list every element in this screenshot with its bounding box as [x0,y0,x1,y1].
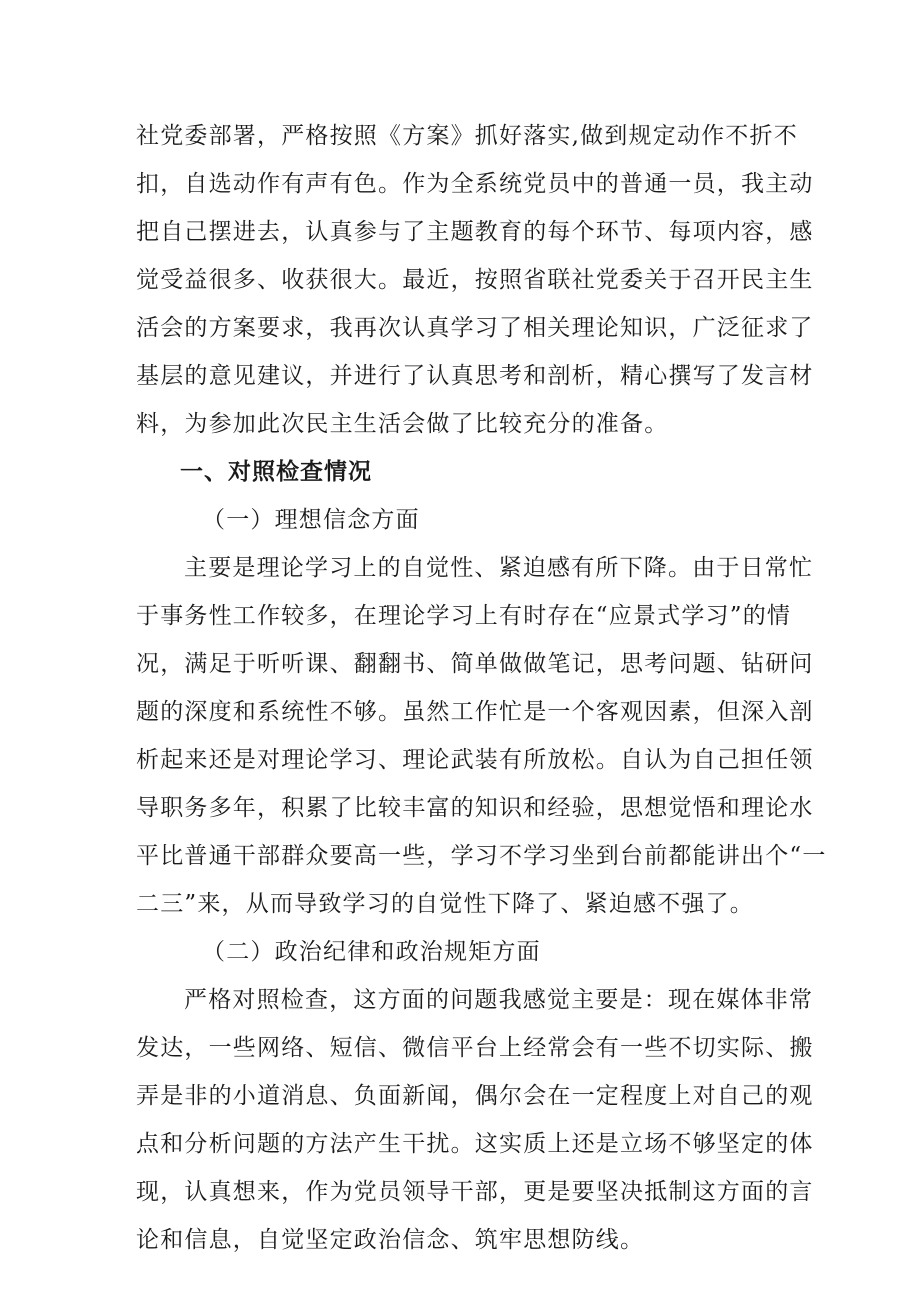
text-line: 况，满足于听听课、翻翻书、简单做做笔记，思考问题、钻研问 [136,651,814,677]
ideals-paragraph [136,544,827,928]
text-line: 主要是理论学习上的自觉性、紧迫感有所下降。由于日常忙 [184,555,814,581]
text-line: 料，为参加此次民主生活会做了比较充分的准备。 [136,411,669,437]
text-line: 点和分析问题的方法产生干扰。这实质上还是立场不够坚定的体 [136,1131,814,1157]
text-line: 现，认真想来，作为党员领导干部，更是要坚决抵制这方面的言 [136,1179,814,1205]
subsection-title-discipline: （二）政治纪律和政治规矩方面 [202,939,541,965]
text-line: 二三”来，从而导致学习的自觉性下降了、紧迫感不强了。 [136,891,754,917]
text-line: 觉受益很多、收获很大。最近，按照省联社党委关于召开民主生 [136,267,814,293]
text-line: 发达，一些网络、短信、微信平台上经常会有一些不切实际、搬 [136,1035,814,1061]
text-line: 基层的意见建议，并进行了认真思考和剖析，精心撰写了发言材 [136,363,814,389]
text-line: 导职务多年，积累了比较丰富的知识和经验，思想觉悟和理论水 [136,795,814,821]
text-line: 析起来还是对理论学习、理论武装有所放松。自认为自己担任领 [136,747,814,773]
text-line: 题的深度和系统性不够。虽然工作忙是一个客观因素，但深入剖 [136,699,814,725]
text-line: 把自己摆进去，认真参与了主题教育的每个环节、每项内容，感 [136,219,814,245]
text-line: 社党委部署，严格按照《方案》抓好落实,做到规定动作不折不 [136,123,798,149]
discipline-paragraph [136,976,814,1264]
section-heading: 一、对照检查情况 [180,459,372,485]
intro-paragraph [136,112,814,448]
text-line: 论和信息，自觉坚定政治信念、筑牢思想防线。 [136,1227,645,1253]
text-line: 弄是非的小道消息、负面新闻，偶尔会在一定程度上对自己的观 [136,1083,814,1109]
subsection-title-ideals: （一）理想信念方面 [202,507,420,533]
text-line: 扣，自选动作有声有色。作为全系统党员中的普通一员，我主动 [136,171,814,197]
text-line: 严格对照检查，这方面的问题我感觉主要是：现在媒体非常 [184,987,814,1013]
text-line: 活会的方案要求，我再次认真学习了相关理论知识，广泛征求了 [136,315,814,341]
text-line: 平比普通干部群众要高一些，学习不学习坐到台前都能讲出个“一 [136,843,827,869]
document-body [136,112,827,1264]
text-line: 于事务性工作较多，在理论学习上有时存在“应景式学习”的情 [136,603,792,629]
